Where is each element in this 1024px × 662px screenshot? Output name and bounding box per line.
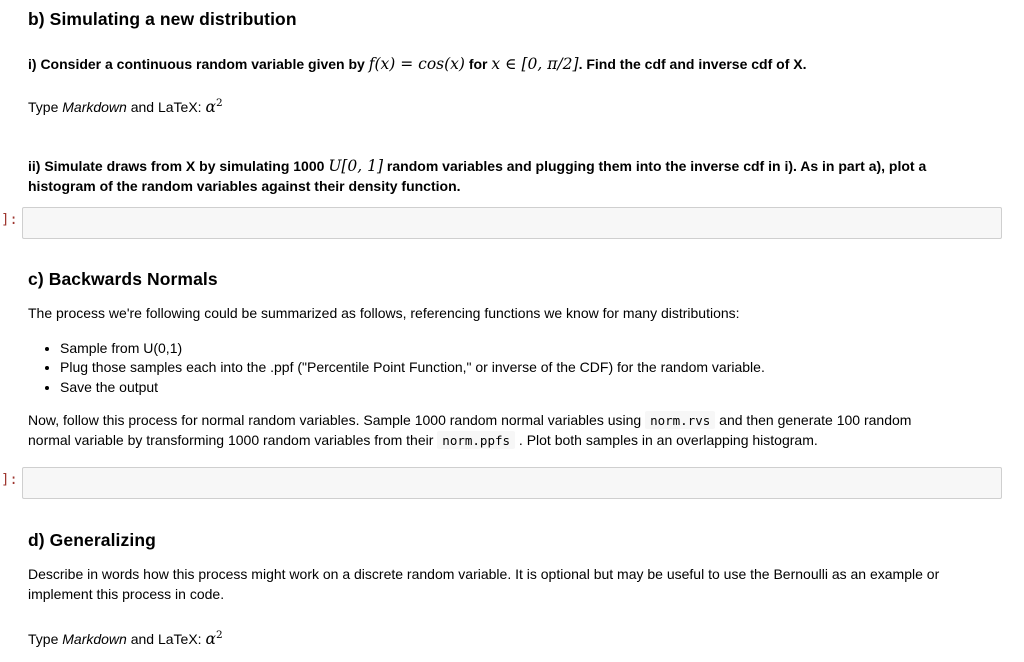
- part-i-seg1: i) Consider a continuous random variable given by: [28, 56, 369, 72]
- math-alpha-squared-d: [205, 630, 222, 648]
- part-i-seg2: for: [464, 56, 492, 72]
- process-outro: [28, 411, 936, 450]
- markdown-cell-c: [0, 269, 1024, 450]
- input-prompt-1: ]:: [1, 212, 18, 228]
- part-ii-seg1: ii) Simulate draws from X by simulating 1000: [28, 158, 329, 174]
- code-cell-2: [0, 467, 1024, 499]
- markdown-cell-b: [0, 9, 1024, 196]
- hint-b-pre: Type: [28, 98, 63, 115]
- part-ii-seg2: random variables and plugging them into the inverse cdf in i). As in part a), plot a histogram of the random variables against their density function.: [28, 158, 927, 194]
- hint-d-pre: Type: [28, 631, 63, 647]
- code-input-2[interactable]: [22, 467, 1002, 499]
- hint-d-markdown: Markdown: [62, 631, 127, 647]
- process-steps-list: [28, 339, 994, 398]
- math-fx-cosx: f(x) = cos(x): [368, 55, 465, 73]
- math-x-domain: x ∈ [0, π/2]: [491, 55, 579, 73]
- list-item: • Sample from U(0,1): [60, 339, 994, 359]
- section-d-heading: d) Generalizing: [28, 530, 156, 550]
- process-intro: The process we're following could be summarized as follows, referencing functions we know for many distributions:: [28, 305, 740, 321]
- alpha-sup-b: 2: [215, 96, 223, 109]
- math-alpha-squared-b: [205, 98, 222, 116]
- generalizing-text: Describe in words how this process might work on a discrete random variable. It is optional but may be useful to use the Bernoulli as an example or implement this process in code.: [28, 566, 940, 602]
- code-cell-1: [0, 207, 1024, 239]
- math-uniform-01: U[0, 1]: [328, 157, 384, 175]
- part-i-text: [28, 55, 994, 75]
- hint-d-mid: and LaTeX:: [126, 631, 206, 647]
- markdown-hint-d: [28, 630, 994, 650]
- inline-code-norm-ppfs: norm.ppfs: [437, 431, 515, 449]
- outro-seg1: Now, follow this process for normal random variables. Sample 1000 random normal variables using: [28, 412, 646, 428]
- markdown-cell-d: [0, 530, 1024, 650]
- alpha-sup-d: 2: [215, 628, 223, 641]
- section-c-heading: c) Backwards Normals: [28, 269, 218, 289]
- outro-seg2: and then generate 100 random normal variable by transforming 1000 random variables from their: [28, 412, 912, 448]
- alpha-glyph-d: α: [205, 630, 216, 648]
- section-b-heading: b) Simulating a new distribution: [28, 9, 297, 29]
- inline-code-norm-rvs: norm.rvs: [645, 411, 715, 429]
- notebook-area: [0, 9, 1024, 650]
- input-prompt-2: ]:: [1, 472, 18, 488]
- part-i-seg3: . Find the cdf and inverse cdf of X.: [578, 56, 807, 72]
- hint-b-markdown: Markdown: [62, 98, 127, 115]
- markdown-hint-b: [28, 98, 994, 118]
- list-item: • Save the output: [60, 378, 994, 398]
- outro-seg3: . Plot both samples in an overlapping histogram.: [515, 431, 818, 448]
- code-input-1[interactable]: [22, 207, 1002, 239]
- alpha-glyph-b: α: [205, 97, 216, 116]
- part-ii-text: [28, 157, 994, 196]
- hint-b-mid: and LaTeX:: [126, 98, 206, 115]
- list-item: • Plug those samples each into the .ppf ("Percentile Point Function," or inverse of the CDF) for the random variable.: [60, 358, 994, 378]
